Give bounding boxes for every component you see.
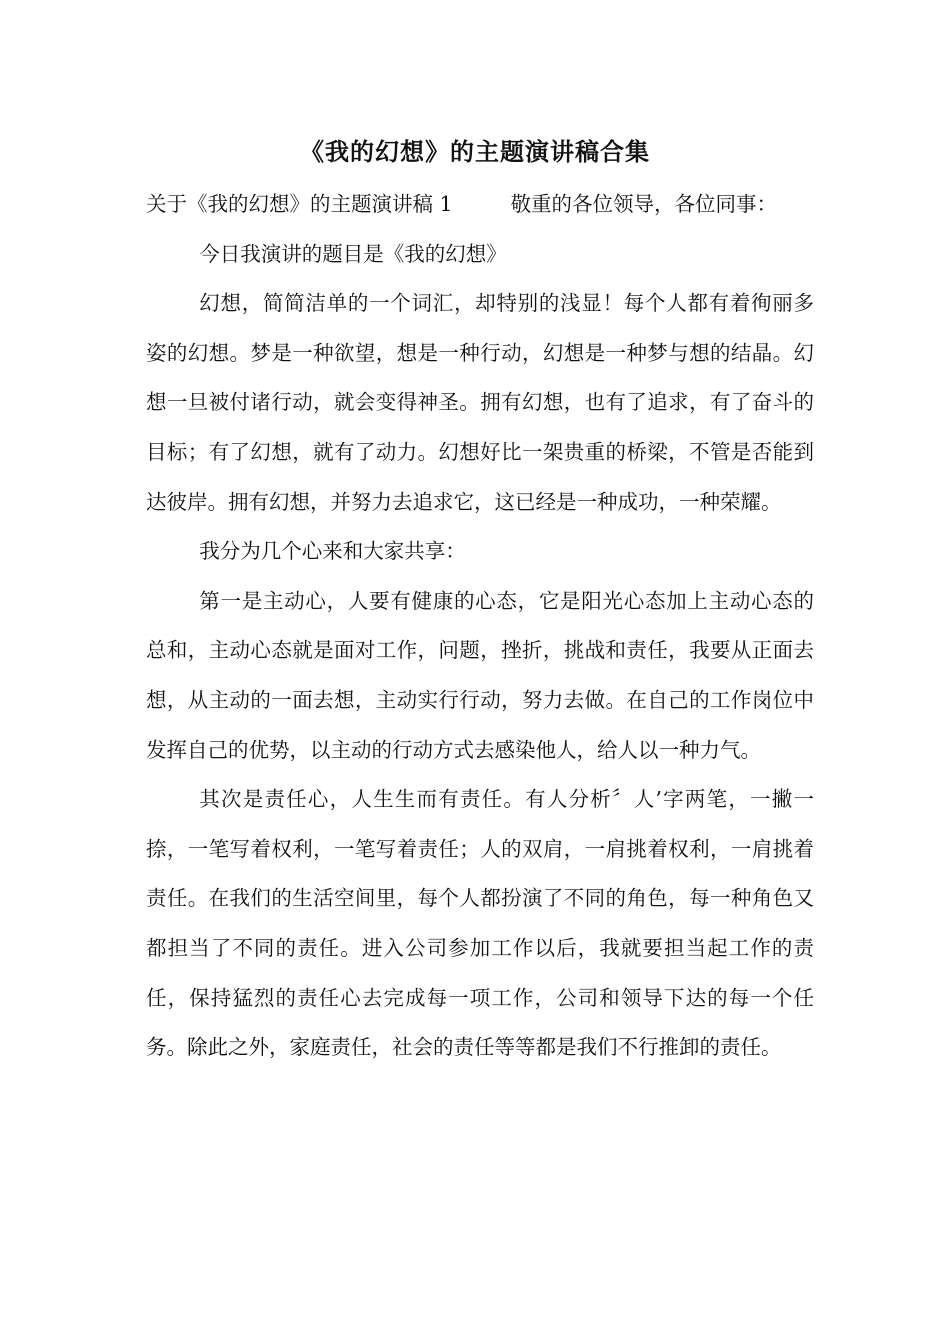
paragraph-initiative: 第一是主动心，人要有健康的心态，它是阳光心态加上主动心态的总和，主动心态就是面对工作，问题，挫折，挑战和责任，我要从正面去想，从主动的一面去想，主动实行行动，努力去做。在自己的工作岗位中发挥自己的优势，以主动的行动方式去感染他人，给人以一种力气。 — [146, 588, 814, 762]
document-body — [146, 180, 814, 1073]
paragraph-responsibility: 其次是责任心，人生生而有责任。有人分析〞人’字两笔，一撇一捺，一笔写着权利，一笔写着责任；人的双肩，一肩挑着权利，一肩挑着责任。在我们的生活空间里，每个人都扮演了不同的角色，每一种角色又都担当了不同的责任。进入公司参加工作以后，我就要担当起工作的责任，保持猛烈的责任心去完成每一项工作，公司和领导下达的每一个任务。除此之外，家庭责任，社会的责任等等都是我们不行推卸的责任。 — [146, 787, 814, 1060]
section-heading: 关于《我的幻想》的主题演讲稿 1 — [146, 192, 453, 216]
paragraph-share: 我分为几个心来和大家共享： — [199, 539, 466, 564]
paragraph-topic: 今日我演讲的题目是《我的幻想》 — [199, 241, 507, 266]
section-heading-line — [146, 180, 814, 230]
document-title: 《我的幻想》的主题演讲稿合集 — [300, 137, 650, 166]
greeting: 敬重的各位领导，各位同事： — [510, 192, 778, 216]
paragraph-intro: 幻想，简简洁单的一个词汇，却特别的浅显！每个人都有着徇丽多姿的幻想。梦是一种欲望，想是一种行动，幻想是一种梦与想的结晶。幻想一旦被付诸行动，就会变得神圣。拥有幻想，也有了追求，有了奋斗的目标；有了幻想，就有了动力。幻想好比一架贵重的桥梁，不管是否能到达彼岸。拥有幻想，并努力去追求它，这已经是一种成功，一种荣耀。 — [146, 291, 814, 514]
